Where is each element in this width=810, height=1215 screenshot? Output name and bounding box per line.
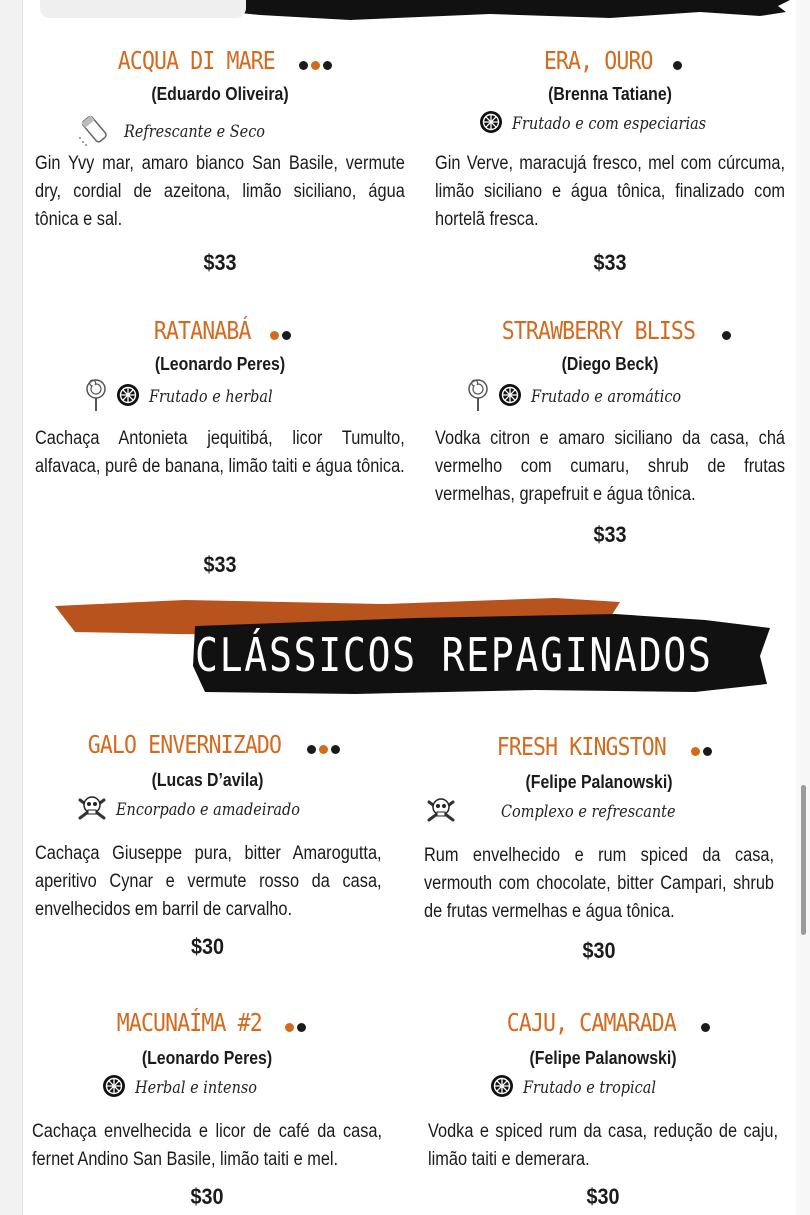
cocktail-author: (Leonardo Peres) xyxy=(141,1048,273,1068)
cocktail-price: $33 xyxy=(203,250,237,275)
top-tab xyxy=(40,0,246,18)
flavor-profile: Frutado e tropical xyxy=(523,1078,657,1098)
cocktail-item xyxy=(35,310,405,580)
flavor-profile: Frutado e com especiarias xyxy=(512,114,707,134)
citrus-slice-icon xyxy=(479,110,503,138)
strength-dots xyxy=(270,325,294,344)
salt-shaker-icon xyxy=(75,110,115,154)
scrollbar-thumb[interactable] xyxy=(801,785,806,935)
cocktail-name: RATANABÁ xyxy=(154,316,251,345)
cocktail-description: Cachaça envelhecida e licor de café da casa, fernet Andino San Basile, limão taiti e mel. xyxy=(32,1121,383,1170)
cocktail-description: Cachaça Antonieta jequitibá, licor Tumulto, alfavaca, purê de banana, limão taiti e água tônica. xyxy=(35,428,405,477)
strength-dots xyxy=(673,55,685,74)
scroll-track[interactable] xyxy=(796,0,810,1215)
cocktail-description: Rum envelhecido e rum spiced da casa, vermouth com chocolate, bitter Campari, shrub de frutas vermelhas e água tônica. xyxy=(424,845,775,922)
cocktail-description: Gin Verve, maracujá fresco, mel com cúrcuma, limão siciliano e água tônica, finalizado com hortelã fresca. xyxy=(435,153,786,230)
flavor-profile: Encorpado e amadeirado xyxy=(116,800,301,820)
cocktail-item xyxy=(424,732,774,972)
cocktail-description: Gin Yvy mar, amaro bianco San Basile, vermute dry, cordial de azeitona, limão siciliano, água tônica e sal. xyxy=(35,153,405,230)
cocktail-price: $30 xyxy=(190,934,225,959)
cocktail-name: MACUNAÍMA #2 xyxy=(116,1008,262,1037)
cocktail-description: Cachaça Giuseppe pura, bitter Amarogutta, aperitivo Cynar e vermute rosso da casa, envelhecidos em barril de carvalho. xyxy=(35,843,382,920)
flavor-profile: Herbal e intenso xyxy=(135,1078,258,1098)
cocktail-name: ERA, OURO xyxy=(544,46,653,75)
citrus-slice-icon xyxy=(490,1074,514,1102)
cocktail-price: $30 xyxy=(586,1184,620,1209)
cocktail-author: (Diego Beck) xyxy=(561,354,659,374)
cocktail-item xyxy=(428,1008,778,1215)
lollipop-icon xyxy=(85,378,107,416)
cocktail-author: (Eduardo Oliveira) xyxy=(151,84,289,104)
cocktail-name: GALO ENVERNIZADO xyxy=(87,730,281,759)
cocktail-author: (Felipe Palanowski) xyxy=(529,1048,677,1068)
cocktail-price: $33 xyxy=(593,522,627,547)
cocktail-description: Vodka e spiced rum da casa, redução de caju, limão taiti e demerara. xyxy=(428,1121,779,1170)
citrus-slice-icon xyxy=(498,383,522,411)
flavor-profile: Frutado e herbal xyxy=(149,387,273,407)
cocktail-name: ACQUA DI MARE xyxy=(117,46,275,75)
cocktail-name: CAJU, CAMARADA xyxy=(506,1008,677,1037)
strength-dots xyxy=(307,739,343,758)
strength-dots xyxy=(299,55,335,74)
cocktail-author: (Leonardo Peres) xyxy=(154,354,286,374)
citrus-slice-icon xyxy=(116,383,140,411)
flavor-profile: Complexo e refrescante xyxy=(501,802,676,822)
section-title: CLÁSSICOS REPAGINADOS xyxy=(195,628,713,682)
cocktail-item xyxy=(35,730,380,970)
strength-dots xyxy=(701,1017,713,1036)
lollipop-icon xyxy=(467,378,489,416)
viewport-left-edge xyxy=(0,0,23,1215)
cocktail-price: $30 xyxy=(582,938,616,963)
cocktail-author: (Lucas D’avila) xyxy=(151,770,264,790)
cocktail-description: Vodka citron e amaro siciliano da casa, chá vermelho com cumaru, shrub de frutas vermelhas, grapefruit e água tônica. xyxy=(435,428,786,505)
brush-stroke-top xyxy=(230,0,790,22)
cocktail-item xyxy=(435,310,785,560)
cocktail-name: FRESH KINGSTON xyxy=(496,732,667,761)
cocktail-price: $33 xyxy=(203,552,237,577)
cocktail-author: (Brenna Tatiane) xyxy=(548,84,672,104)
cocktail-item xyxy=(35,40,405,280)
flavor-profile: Refrescante e Seco xyxy=(124,122,266,142)
cocktail-author: (Felipe Palanowski) xyxy=(525,772,673,792)
cocktail-name: STRAWBERRY BLISS xyxy=(501,316,696,345)
citrus-slice-icon xyxy=(102,1074,126,1102)
cocktail-price: $30 xyxy=(190,1184,224,1209)
strength-dots xyxy=(722,325,734,344)
strength-dots xyxy=(691,741,715,760)
cocktail-item xyxy=(435,40,785,280)
cocktail-item xyxy=(32,1008,382,1215)
skull-crossbones-icon xyxy=(426,796,456,828)
strength-dots xyxy=(285,1017,309,1036)
cocktail-price: $33 xyxy=(593,250,627,275)
skull-crossbones-icon xyxy=(77,794,107,826)
flavor-profile: Frutado e aromático xyxy=(531,387,682,407)
